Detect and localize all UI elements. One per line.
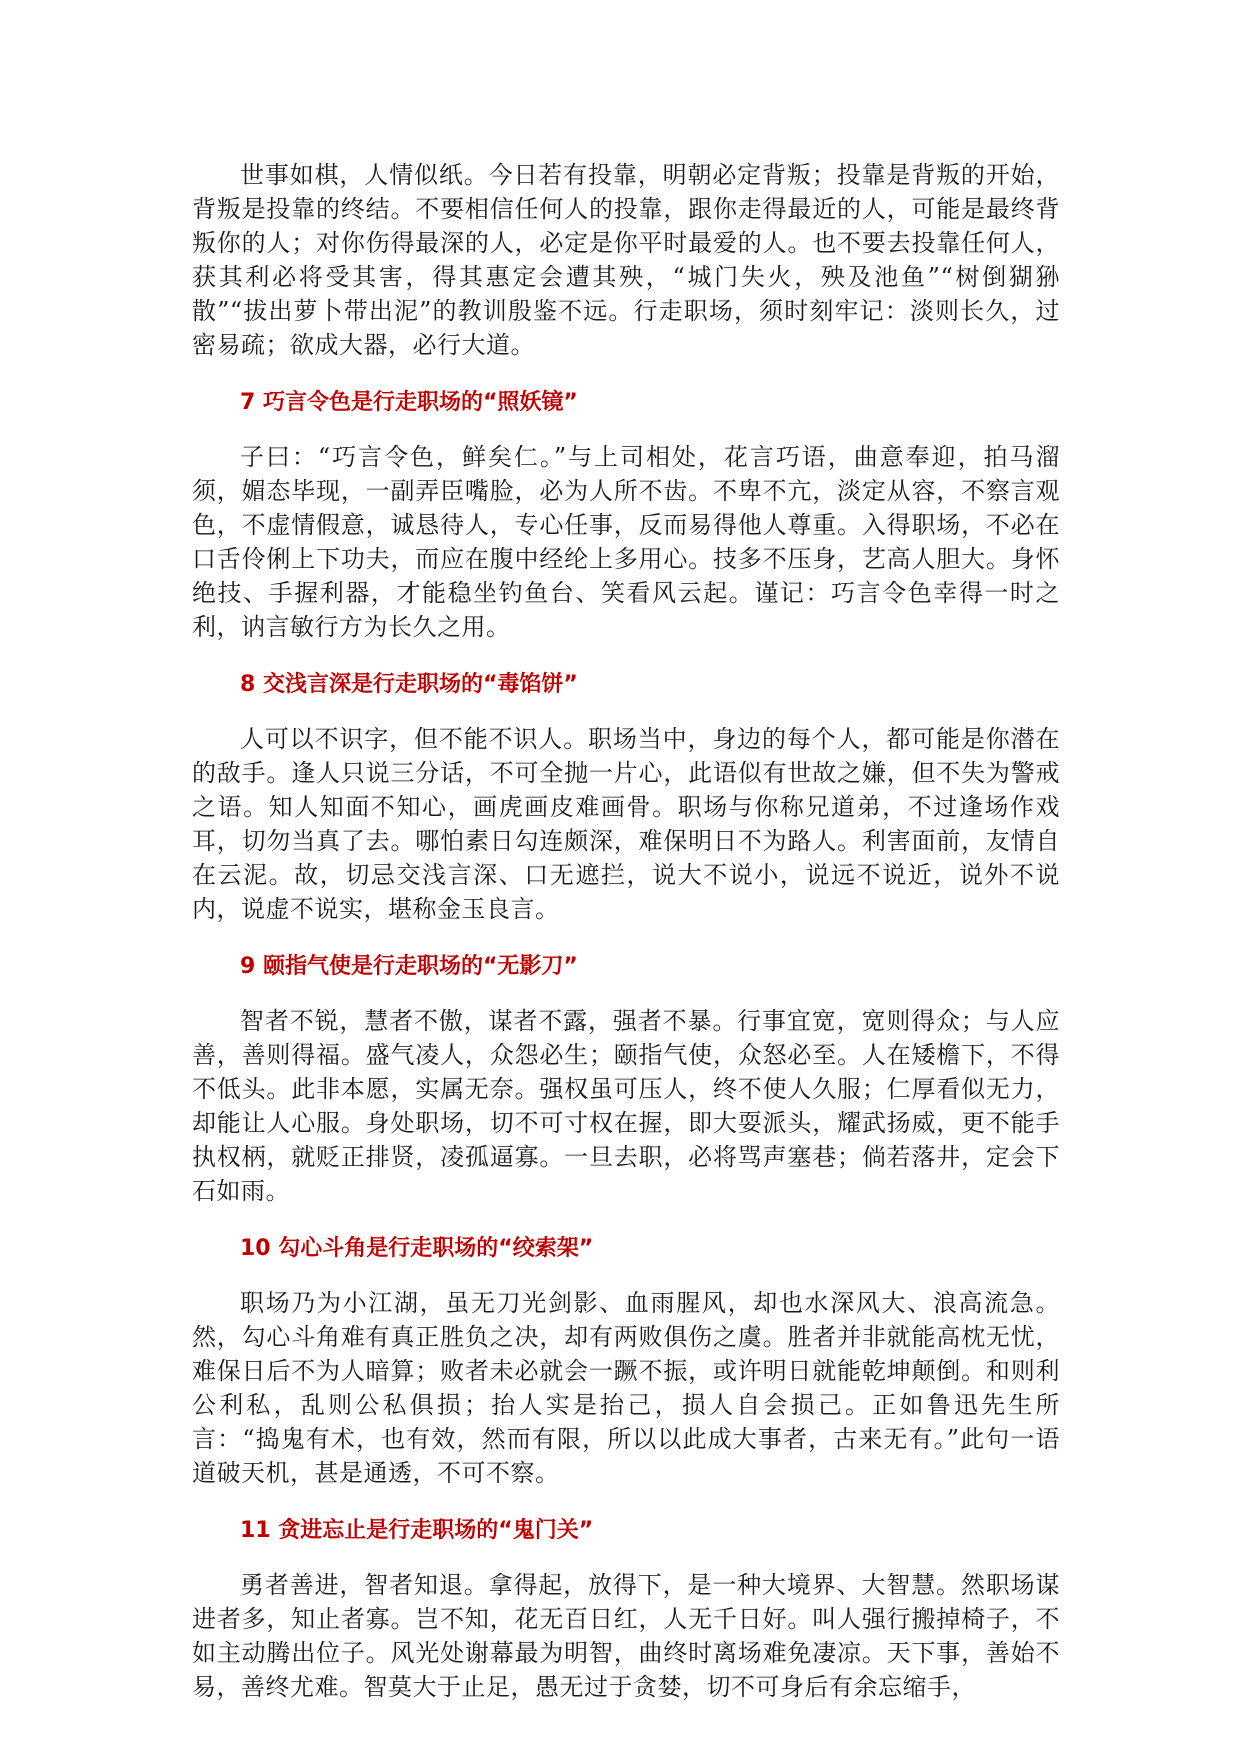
section-paragraph: 子曰：“巧言令色，鲜矣仁。”与上司相处，花言巧语，曲意奉迎，拍马溜须，媚态毕现，一副弄臣嘴脸，必为人所不齿。不卑不亢，淡定从容，不察言观色，不虚情假意，诚恳待人，专心任事，反而易得他人尊重。入得职场，不必在口舌伶俐上下功夫，而应在腹中经纶上多用心。技多不压身，艺高人胆大。身怀绝技、手握利器，才能稳坐钓鱼台、笑看风云起。谨记：巧言令色幸得一时之利，讷言敏行方为长久之用。 <box>192 443 1060 641</box>
intro-paragraph: 世事如棋，人情似纸。今日若有投靠，明朝必定背叛；投靠是背叛的开始，背叛是投靠的终结。不要相信任何人的投靠，跟你走得最近的人，可能是最终背叛你的人；对你伤得最深的人，必定是你平时最爱的人。也不要去投靠任何人，获其利必将受其害，得其惠定会遭其殃，“城门失火，殃及池鱼”“树倒猢狲散”“拔出萝卜带出泥”的教训殷鉴不远。行走职场，须时刻牢记：淡则长久，过密易疏；欲成大器，必行大道。 <box>192 161 1060 359</box>
section-paragraph: 智者不锐，慧者不傲，谋者不露，强者不暴。行事宜宽，宽则得众；与人应善，善则得福。盛气凌人，众怨必生；颐指气使，众怒必至。人在矮檐下，不得不低头。此非本愿，实属无奈。强权虽可压人，终不使人久服；仁厚看似无力，却能让人心服。身处职场，切不可寸权在握，即大耍派头，耀武扬威，更不能手执权柄，就贬正排贤，凌孤逼寡。一旦去职，必将骂声塞巷；倘若落井，定会下石如雨。 <box>192 1007 1060 1205</box>
section-paragraph: 职场乃为小江湖，虽无刀光剑影、血雨腥风，却也水深风大、浪高流急。然，勾心斗角难有真正胜负之决，却有两败俱伤之虞。胜者并非就能高枕无忧，难保日后不为人暗算；败者未必就会一蹶不振，或许明日就能乾坤颠倒。和则利公利私，乱则公私俱损；抬人实是抬己，损人自会损己。正如鲁迅先生所言：“捣鬼有术，也有效，然而有限，所以以此成大事者，古来无有。”此句一语道破天机，甚是通透，不可不察。 <box>192 1289 1060 1487</box>
section-paragraph: 勇者善进，智者知退。拿得起，放得下，是一种大境界、大智慧。然职场谋进者多，知止者寡。岂不知，花无百日红，人无千日好。叫人强行搬掉椅子，不如主动腾出位子。风光处谢幕最为明智，曲终时离场难免凄凉。天下事，善始不易，善终尤难。智莫大于止足，愚无过于贪婪，切不可身后有余忘缩手， <box>192 1571 1060 1701</box>
section-heading: 10 勾心斗角是行走职场的“绞索架” <box>240 1236 594 1261</box>
section-heading: 8 交浅言深是行走职场的“毒馅饼” <box>240 672 578 697</box>
document-page <box>192 158 1060 1704</box>
section-paragraph: 人可以不识字，但不能不识人。职场当中，身边的每个人，都可能是你潜在的敌手。逢人只说三分话，不可全抛一片心，此语似有世故之嫌，但不失为警戒之语。知人知面不知心，画虎画皮难画骨。职场与你称兄道弟，不过逢场作戏耳，切勿当真了去。哪怕素日勾连颇深，难保明日不为路人。利害面前，友情自在云泥。故，切忌交浅言深、口无遮拦，说大不说小，说远不说近，说外不说内，说虚不说实，堪称金玉良言。 <box>192 725 1060 923</box>
section-heading: 11 贪进忘止是行走职场的“鬼门关” <box>240 1518 594 1543</box>
section-heading: 9 颐指气使是行走职场的“无影刀” <box>240 954 578 979</box>
section-heading: 7 巧言令色是行走职场的“照妖镜” <box>240 390 578 415</box>
